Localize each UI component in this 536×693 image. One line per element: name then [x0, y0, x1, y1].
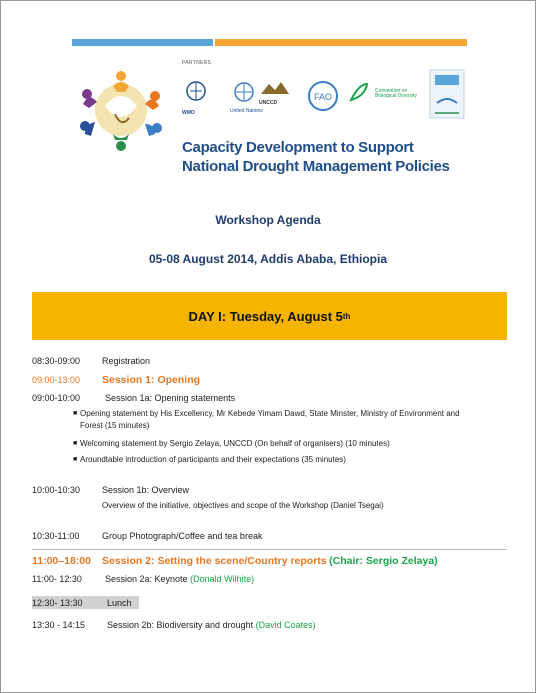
chair: (Chair: Sergio Zelaya)	[329, 555, 438, 567]
undp-icon	[429, 69, 465, 119]
un-logo: United Nations	[230, 80, 263, 114]
time: 13:30 - 14:15	[32, 620, 86, 630]
cbd-icon	[347, 80, 371, 104]
label: Session 2a: Keynote	[105, 574, 188, 584]
partners-caption: PARTNERS	[182, 60, 212, 66]
session1b-note: Overview of the initiative, objectives and scope of the Workshop (Daniel Tsegai)	[102, 501, 384, 510]
bullet-icon: ■	[73, 410, 78, 417]
label-group	[105, 574, 254, 585]
label-group	[107, 620, 316, 631]
label: Session 1a: Opening statements	[105, 393, 236, 403]
time: 11:00–18:00	[32, 555, 91, 567]
time: 09:00-13:00	[32, 375, 81, 385]
list-item: ■ Opening statement by His Excellency, Mr Kebede Yimam Dawd, State Minster, Ministry of Environment and Forest (15 minutes)	[73, 409, 460, 430]
list-item: ■ Welcoming statement by Sergio Zelaya, UNCCD (On behalf of organisers) (10 minutes)	[73, 439, 390, 448]
label: Session 1b: Overview	[102, 485, 190, 495]
header-bar-blue	[72, 39, 213, 46]
time: 10:00-10:30	[32, 485, 81, 495]
time: 10:30-11:00	[32, 531, 80, 541]
label: Session 1: Opening	[102, 374, 201, 386]
section-divider	[32, 549, 507, 550]
label: Lunch	[107, 598, 132, 608]
fao-logo	[307, 80, 339, 117]
time: 08:30-09:00	[32, 356, 81, 366]
workshop-logo	[75, 66, 167, 152]
svg-text:FAO: FAO	[313, 92, 333, 102]
headline: Capacity Development to Support National Drought Management Policies	[182, 139, 450, 175]
un-icon	[230, 80, 258, 104]
speaker: (David Coates)	[255, 620, 316, 630]
speaker: (Donald Wilhite)	[190, 574, 255, 584]
cbd-logo	[347, 80, 371, 109]
time: 12:30- 13:30	[32, 598, 83, 608]
time: 09:00-10:00	[32, 393, 81, 403]
day-banner-sup: th	[342, 311, 351, 321]
fao-icon	[307, 80, 339, 112]
label: Session 2b: Biodiversity and drought	[107, 620, 254, 630]
day-banner-text: DAY I: Tuesday, August 5	[188, 308, 343, 324]
undp-logo	[429, 69, 465, 124]
agenda-title: Workshop Agenda	[215, 213, 321, 227]
label: Group Photograph/Coffee and tea break	[102, 531, 263, 541]
label-group	[102, 556, 438, 567]
list-item: ■ Aroundtable introduction of participants and their expectations (35 minutes)	[73, 455, 346, 464]
wmo-icon	[182, 80, 210, 106]
label: Registration	[102, 356, 151, 366]
wmo-logo: WMO	[182, 80, 210, 116]
bullet-icon: ■	[73, 456, 78, 463]
day-banner	[32, 292, 507, 340]
time: 11:00- 12:30	[32, 574, 82, 584]
agenda-dates: 05-08 August 2014, Addis Ababa, Ethiopia	[148, 252, 388, 266]
bullet-icon: ■	[73, 440, 78, 447]
unccd-icon	[259, 80, 291, 96]
header-bar-orange	[215, 39, 467, 46]
unccd-logo: UNCCD	[259, 80, 291, 106]
cbd-caption: Convention on Biological Diversity	[375, 88, 417, 99]
label: Session 2: Setting the scene/Country reports	[102, 555, 327, 567]
